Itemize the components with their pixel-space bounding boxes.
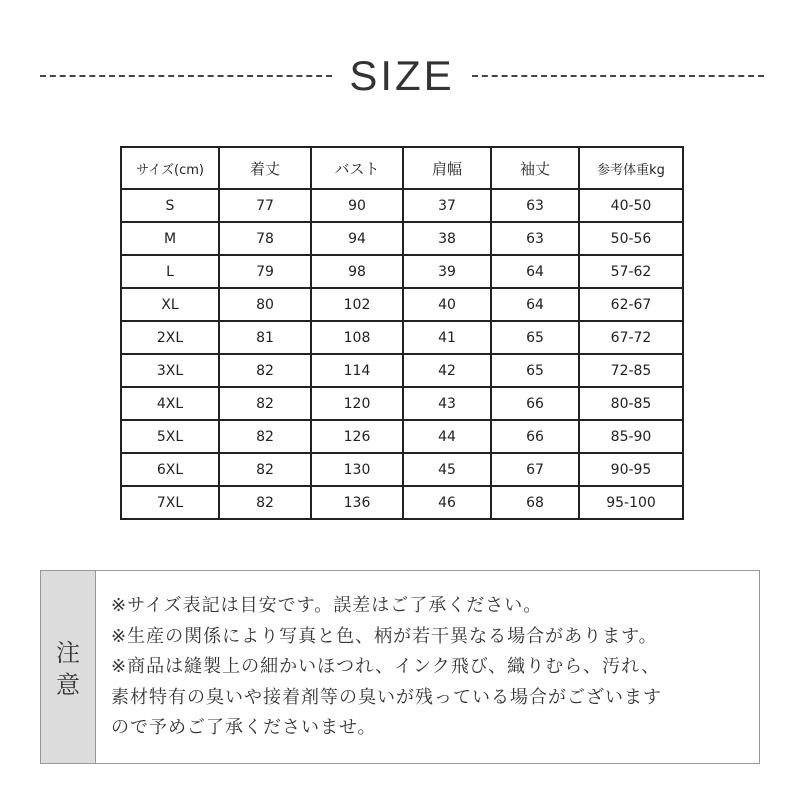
cell-length: 78 (219, 222, 311, 255)
cell-bust: 90 (311, 189, 403, 222)
notice-line: ※生産の関係により写真と色、柄が若干異なる場合があります。 (111, 625, 658, 647)
notice-label-char-1: 注 (56, 639, 80, 667)
cell-weight: 80-85 (579, 387, 683, 420)
title-row (0, 48, 800, 104)
cell-bust: 114 (311, 354, 403, 387)
table-row (121, 486, 683, 519)
cell-size: 6XL (121, 453, 219, 486)
cell-length: 79 (219, 255, 311, 288)
cell-length: 77 (219, 189, 311, 222)
header-sleeve: 袖丈 (491, 147, 579, 189)
cell-size: M (121, 222, 219, 255)
notice-line: 素材特有の臭いや接着剤等の臭いが残っている場合がございます (111, 686, 662, 708)
header-size: サイズ(cm) (121, 147, 219, 189)
cell-length: 82 (219, 453, 311, 486)
notice-box (40, 570, 760, 764)
table-row (121, 387, 683, 420)
cell-weight: 90-95 (579, 453, 683, 486)
notice-text (111, 591, 749, 744)
cell-sleeve: 66 (491, 387, 579, 420)
cell-shoulder: 45 (403, 453, 491, 486)
cell-shoulder: 46 (403, 486, 491, 519)
cell-sleeve: 63 (491, 222, 579, 255)
cell-sleeve: 64 (491, 288, 579, 321)
table-row (121, 255, 683, 288)
notice-line: ※商品は縫製上の細かいほつれ、インク飛び、織りむら、汚れ、 (111, 656, 661, 677)
cell-bust: 120 (311, 387, 403, 420)
cell-length: 82 (219, 486, 311, 519)
cell-size: S (121, 189, 219, 222)
notice-line: ので予めご了承くださいませ。 (111, 717, 377, 738)
table-row (121, 288, 683, 321)
title-dashed-line-left (40, 75, 332, 77)
table-row (121, 420, 683, 453)
cell-bust: 136 (311, 486, 403, 519)
cell-sleeve: 66 (491, 420, 579, 453)
cell-length: 81 (219, 321, 311, 354)
cell-bust: 98 (311, 255, 403, 288)
cell-size: 4XL (121, 387, 219, 420)
cell-sleeve: 67 (491, 453, 579, 486)
cell-sleeve: 68 (491, 486, 579, 519)
cell-weight: 67-72 (579, 321, 683, 354)
cell-length: 82 (219, 387, 311, 420)
table-header-row (121, 147, 683, 189)
cell-bust: 126 (311, 420, 403, 453)
cell-shoulder: 39 (403, 255, 491, 288)
cell-bust: 108 (311, 321, 403, 354)
cell-weight: 95-100 (579, 486, 683, 519)
cell-shoulder: 40 (403, 288, 491, 321)
cell-shoulder: 42 (403, 354, 491, 387)
size-table (120, 146, 684, 520)
table-row (121, 453, 683, 486)
header-shoulder: 肩幅 (403, 147, 491, 189)
cell-shoulder: 37 (403, 189, 491, 222)
table-row (121, 354, 683, 387)
page-title: SIZE (349, 52, 455, 99)
cell-bust: 102 (311, 288, 403, 321)
notice-line: ※サイズ表記は目安です。誤差はご了承ください。 (111, 595, 543, 616)
table-row (121, 189, 683, 222)
cell-sleeve: 65 (491, 354, 579, 387)
notice-label-char-2: 意 (56, 671, 80, 699)
cell-weight: 62-67 (579, 288, 683, 321)
notice-label (41, 571, 96, 763)
cell-shoulder: 43 (403, 387, 491, 420)
cell-weight: 72-85 (579, 354, 683, 387)
table-row (121, 321, 683, 354)
cell-weight: 57-62 (579, 255, 683, 288)
cell-weight: 50-56 (579, 222, 683, 255)
cell-weight: 85-90 (579, 420, 683, 453)
cell-bust: 130 (311, 453, 403, 486)
cell-length: 82 (219, 420, 311, 453)
cell-shoulder: 41 (403, 321, 491, 354)
header-length: 着丈 (219, 147, 311, 189)
cell-shoulder: 44 (403, 420, 491, 453)
cell-size: 5XL (121, 420, 219, 453)
cell-sleeve: 65 (491, 321, 579, 354)
cell-weight: 40-50 (579, 189, 683, 222)
cell-size: 7XL (121, 486, 219, 519)
header-weight: 参考体重kg (579, 147, 683, 189)
cell-size: 2XL (121, 321, 219, 354)
title-dashed-line-right (472, 75, 764, 77)
table-row (121, 222, 683, 255)
cell-bust: 94 (311, 222, 403, 255)
cell-size: L (121, 255, 219, 288)
cell-size: 3XL (121, 354, 219, 387)
cell-size: XL (121, 288, 219, 321)
cell-length: 82 (219, 354, 311, 387)
cell-sleeve: 63 (491, 189, 579, 222)
cell-shoulder: 38 (403, 222, 491, 255)
cell-sleeve: 64 (491, 255, 579, 288)
header-bust: バスト (311, 147, 403, 189)
cell-length: 80 (219, 288, 311, 321)
